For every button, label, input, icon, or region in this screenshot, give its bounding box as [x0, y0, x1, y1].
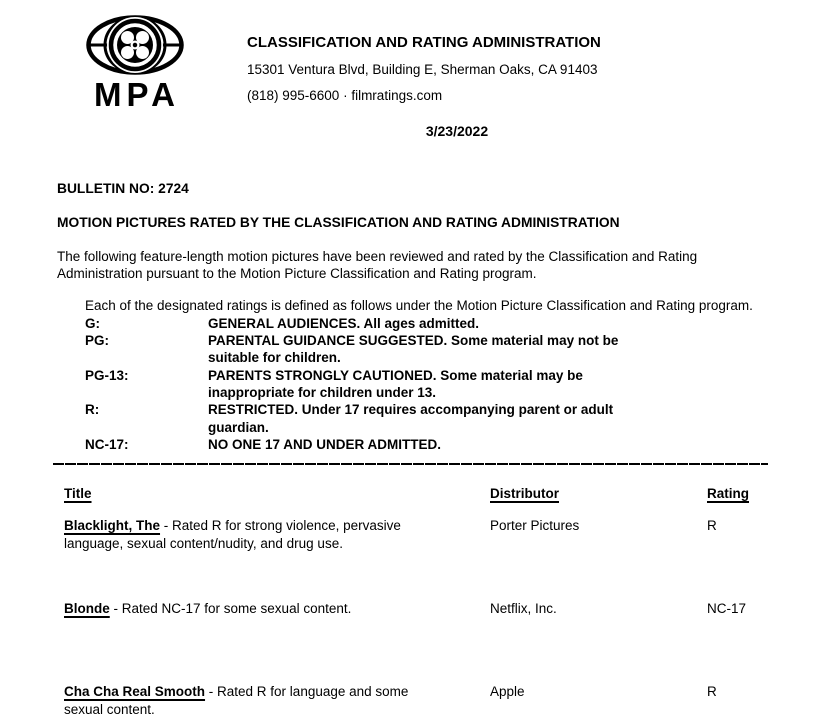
- movie-rating-descriptor: - Rated R for language and some sexual content.: [64, 684, 409, 717]
- bulletin-heading: MOTION PICTURES RATED BY THE CLASSIFICATION AND RATING ADMINISTRATION: [57, 214, 620, 230]
- letterhead-info: [247, 14, 667, 140]
- definitions-intro-paragraph: Each of the designated ratings is defined as follows under the Motion Picture Classification and Rating program.: [85, 298, 753, 314]
- table-row: [64, 517, 758, 585]
- horizontal-divider: [53, 463, 768, 465]
- rating-definition: PARENTAL GUIDANCE SUGGESTED. Some material may not be suitable for children.: [208, 333, 619, 366]
- rating-label: PG-13:: [85, 367, 129, 383]
- movie-rating-descriptor: - Rated R for strong violence, pervasive language, sexual content/nudity, and drug use.: [64, 518, 401, 551]
- intro-paragraph: The following feature-length motion pictures have been reviewed and rated by the Classification and Rating Administration pursuant to the Motion Picture Classification and Rating program.: [57, 248, 698, 282]
- mpa-logo-wordmark: MPA: [94, 76, 180, 113]
- document-date: 3/23/2022: [425, 123, 489, 139]
- movie-rating: NC-17: [707, 601, 747, 617]
- rating-label: G:: [85, 315, 100, 331]
- bulletin-number: BULLETIN NO: 2724: [57, 181, 189, 197]
- rating-label: PG:: [85, 333, 110, 349]
- movie-title-and-descriptor: [64, 517, 449, 585]
- rated-pictures-table: [64, 485, 758, 718]
- mpa-logo: [85, 14, 185, 140]
- movie-distributor: Porter Pictures: [490, 518, 580, 534]
- column-header-distributor: Distributor: [490, 486, 559, 502]
- movie-title: Cha Cha Real Smooth: [64, 684, 206, 700]
- table-row: [64, 600, 758, 668]
- rating-label: R:: [85, 402, 100, 418]
- movie-distributor: Apple: [490, 684, 525, 700]
- bulletin-body: [0, 180, 815, 718]
- rating-key-row-r: [57, 401, 758, 436]
- org-phone-and-website: (818) 995-6600 · filmratings.com: [247, 88, 443, 103]
- rating-definition: RESTRICTED. Under 17 requires accompanying parent or adult guardian.: [208, 402, 614, 435]
- rating-definition: PARENTS STRONGLY CAUTIONED. Some material may be inappropriate for children under 13.: [208, 367, 583, 400]
- org-name: CLASSIFICATION AND RATING ADMINISTRATION: [247, 34, 601, 51]
- rating-key-row-pg: [57, 332, 758, 367]
- column-header-title: Title: [64, 486, 92, 502]
- rating-key-row-pg13: [57, 367, 758, 402]
- rating-key-row-nc17: [57, 436, 758, 453]
- rating-definition: GENERAL AUDIENCES. All ages admitted.: [208, 315, 480, 331]
- rating-key-row-g: [57, 315, 758, 332]
- table-row: [64, 683, 758, 718]
- movie-distributor: Netflix, Inc.: [490, 601, 557, 617]
- ratings-key-list: [57, 315, 758, 453]
- column-header-rating: Rating: [707, 486, 749, 502]
- letterhead: [0, 0, 815, 140]
- mpa-globe-reel-icon: [85, 14, 185, 76]
- rating-definition: NO ONE 17 AND UNDER ADMITTED.: [208, 436, 442, 452]
- movie-title-and-descriptor: [64, 683, 449, 718]
- movie-title-and-descriptor: [64, 600, 449, 668]
- org-address: 15301 Ventura Blvd, Building E, Sherman Oaks, CA 91403: [247, 62, 598, 77]
- movie-rating: R: [707, 684, 717, 700]
- movie-title: Blonde: [64, 601, 110, 617]
- table-header-row: [64, 485, 758, 502]
- rating-label: NC-17:: [85, 436, 129, 452]
- movie-rating: R: [707, 518, 717, 534]
- movie-title: Blacklight, The: [64, 518, 161, 534]
- movie-rating-descriptor: - Rated NC-17 for some sexual content.: [109, 601, 352, 617]
